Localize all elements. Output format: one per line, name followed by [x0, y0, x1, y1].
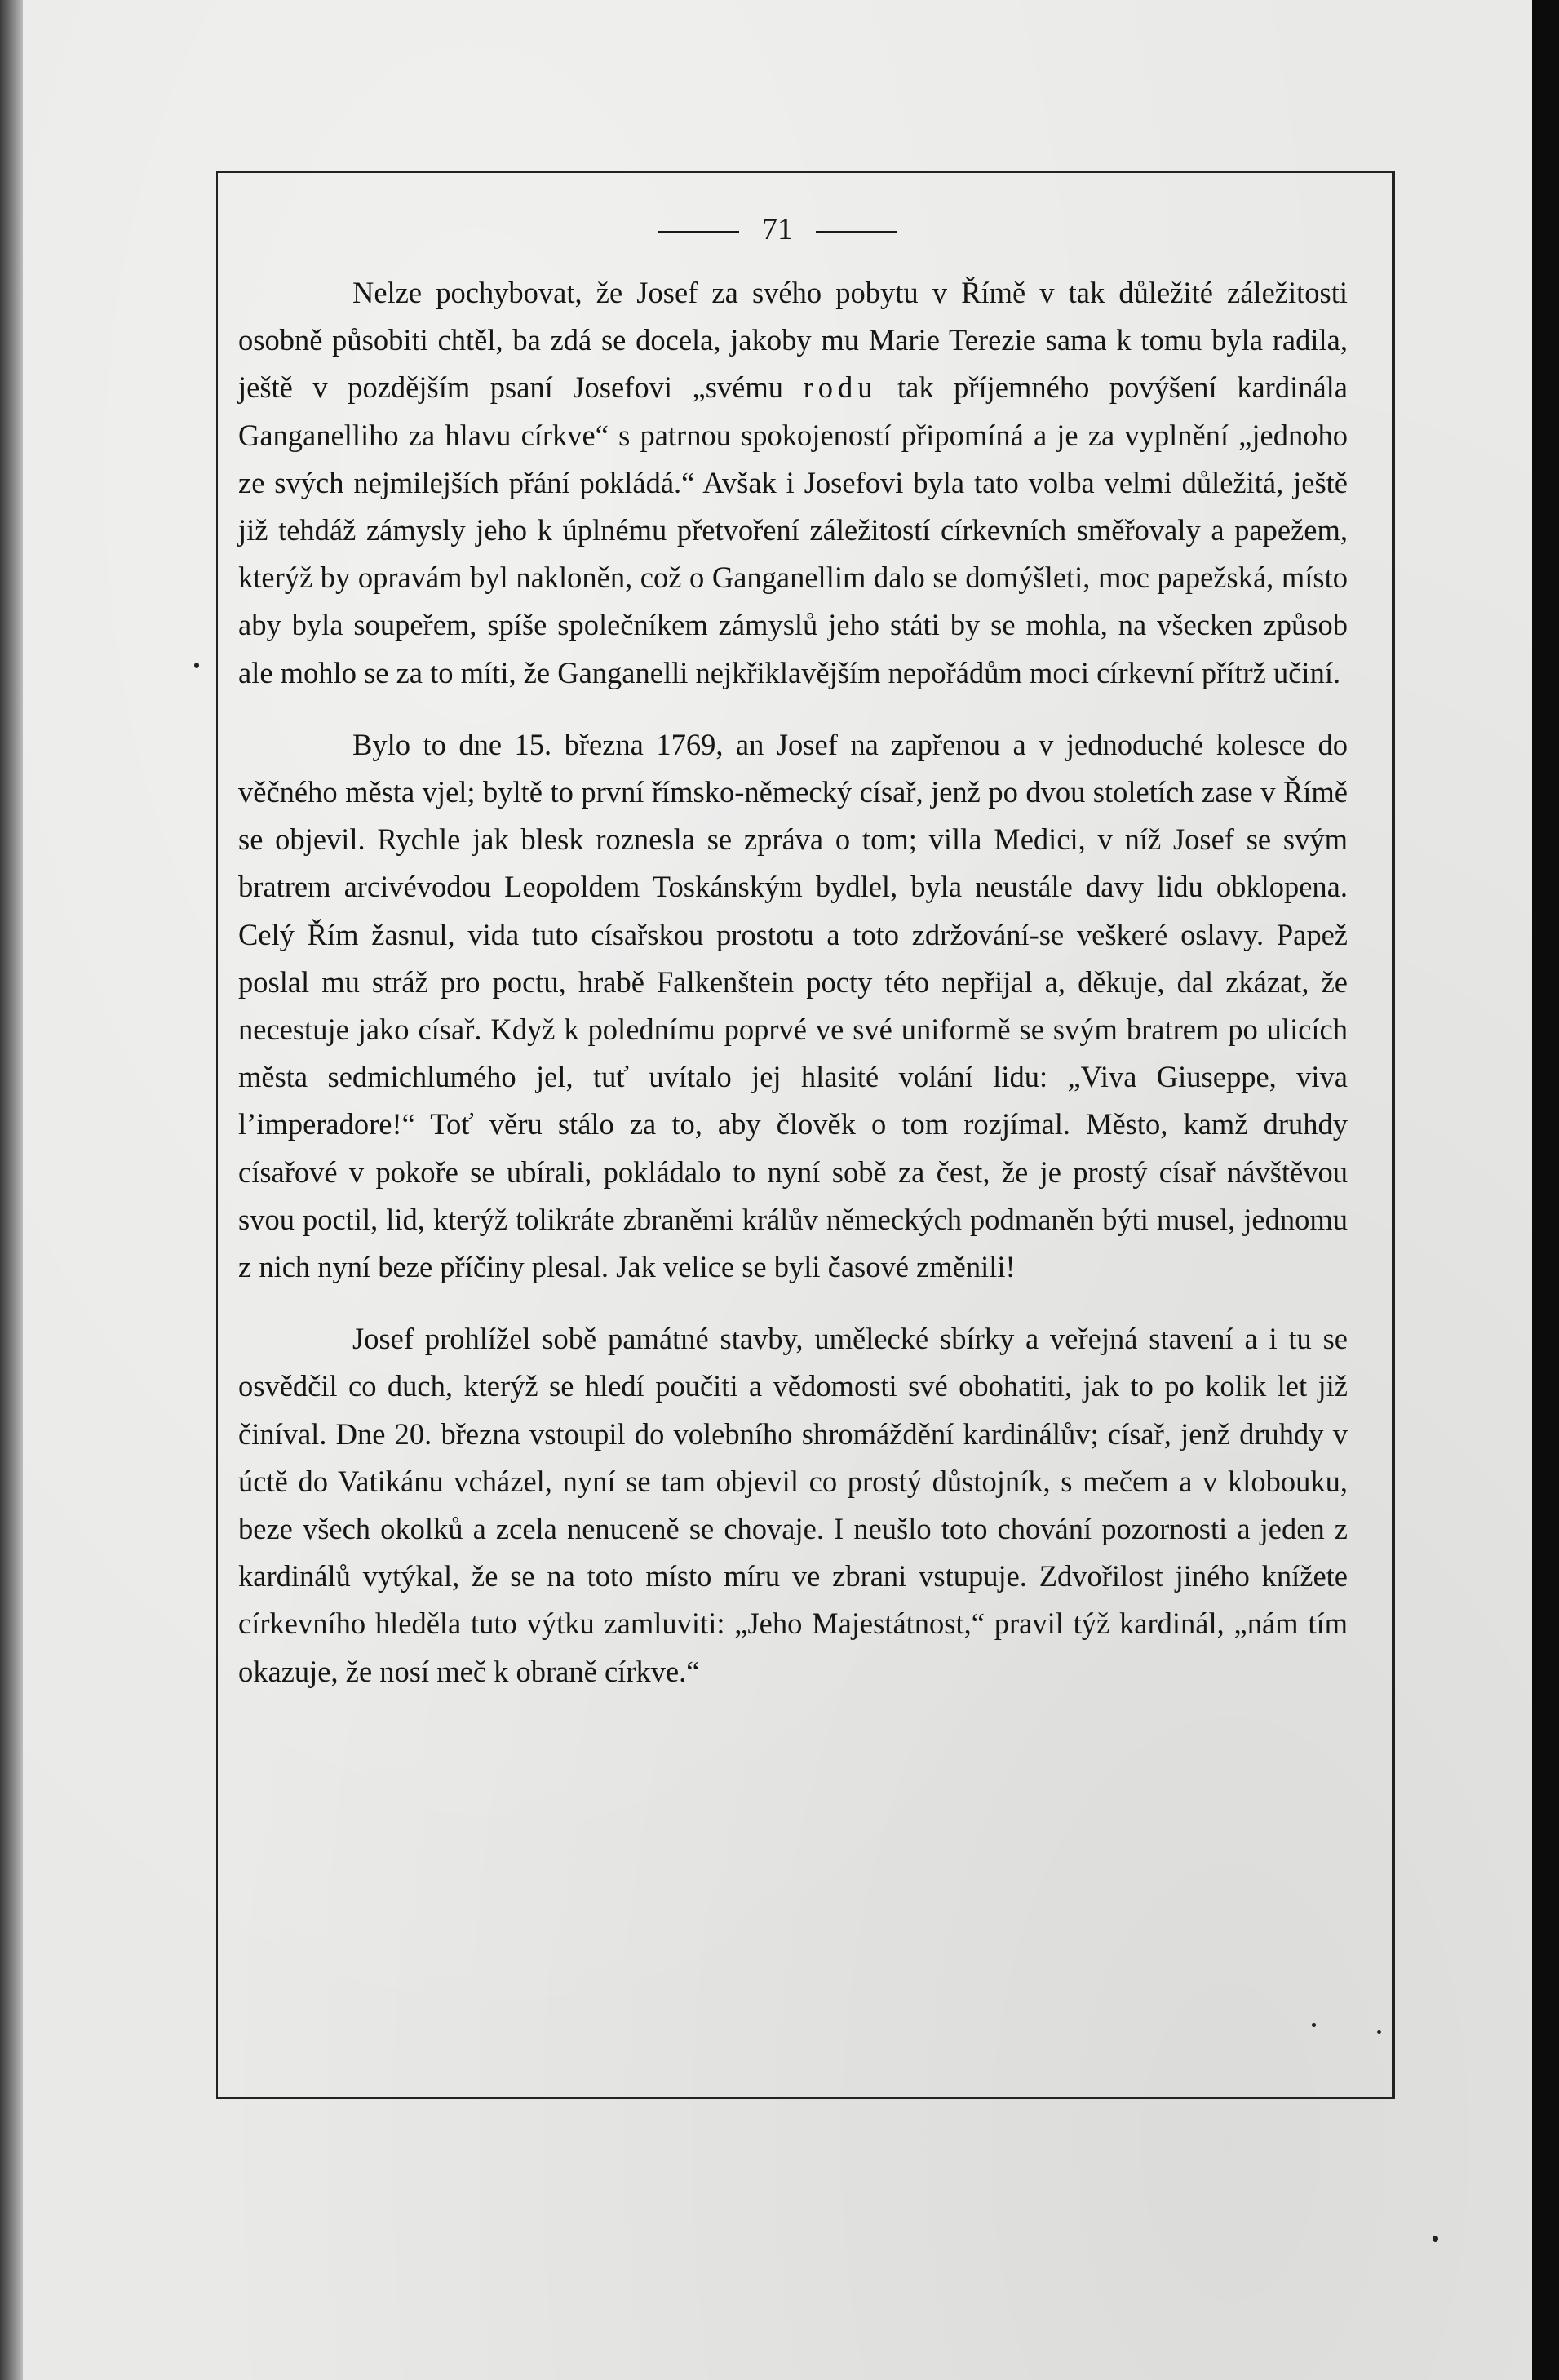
paragraph-2: Bylo to dne 15. března 1769, an Josef na zapřenou a v jednoduché kolesce do věčného města vjel; byltě to první římsko-německý císař, jenž po dvou stoletích zase v Římě se objevil. Rychle jak blesk roznesla se zpráva o tom; villa Medici, v níž Josef se svým bratrem arcivévodou Leopoldem Toskánským bydlel, byla neustále davy lidu obklopena. Celý Řím žasnul, vida tuto císařskou prostotu a toto zdržování-se veškeré oslavy. Papež poslal mu stráž pro poctu, hrabě Falkenštein pocty této nepřijal a, děkuje, dal zkázat, že necestuje jako císař. Když k polednímu poprvé ve své uniformě se svým bratrem po ulicích města sedmichlumého jel, tuť uvítalo jej hlasité volání lidu: „Viva Giuseppe, viva l’imperadore!“ Toť věru stálo za to, aby člověk o tom rozjímal. Město, kamž druhdy císařové v pokoře se ubírali, pokládalo to nyní sobě za čest, že je prostý císař návštěvou svou poctil, lid, kterýž tolikráte zbraněmi králův německých podmaněn býti musel, jednomu z nich nyní beze příčiny plesal. Jak velice se byli časové změnili!	[238, 727, 1348, 1284]
print-speck	[1312, 2023, 1316, 2027]
book-page	[23, 0, 1532, 2380]
binding-edge	[0, 0, 23, 2380]
print-speck	[1433, 2236, 1438, 2242]
paragraph-1	[238, 269, 1348, 697]
left-rule	[658, 231, 739, 233]
right-rule	[816, 231, 897, 233]
paragraph-1-part-1: Nelze pochybovat, že Josef za svého pobytu v Římě v tak důležité záležitosti osobně působiti chtěl, ba zdá se docela, jakoby mu Marie Terezie sama k tomu byla radila, ještě v pozdějším psaní Josefovi „svému	[238, 276, 1348, 405]
print-speck	[1377, 2030, 1381, 2034]
page-number: 71	[762, 212, 793, 246]
page-number-line	[23, 214, 1532, 245]
paragraph-1-part-2: tak příjemného povýšení kardinála Ganganelliho za hlavu církve“ s patrnou spokojeností připomíná a je za vyplnění „jednoho ze svých nejmilejších přání pokládá.“ Avšak i Josefovi byla tato volba velmi důležitá, ještě již tehdáž zámysly jeho k úplnému přetvoření záležitostí církevních směřovaly a papežem, kterýž by opravám byl nakloněn, což o Ganganellim dalo se domýšleti, moc papežská, místo aby byla soupeřem, spíše společníkem zámyslů jeho státi by se mohla, na všecken způsob ale mohlo se za to míti, že Ganganelli nejkřiklavějším nepořádům moci církevní přítrž učiní.	[238, 370, 1348, 689]
paragraph-3: Josef prohlížel sobě památné stavby, umělecké sbírky a veřejná stavení a i tu se osvědčil co duch, kterýž se hledí poučiti a vědomosti své obohatiti, jak to po kolik let již činíval. Dne 20. března vstoupil do volebního shromáždění kardinálův; císař, jenž druhdy v úctě do Vatikánu vcházel, nyní se tam objevil co prostý důstojník, s mečem a v klobouku, beze všech okolků a zcela nenuceně se chovaje. I neušlo toto chování pozornosti a jeden z kardinálů vytýkal, že se na toto místo míru ve zbrani vstupuje. Zdvořilost jiného knížete církevního hleděla tuto výtku zamluviti: „Jeho Majestátnost,“ pravil týž kardinál, „nám tím okazuje, že nosí meč k obraně církve.“	[238, 1322, 1348, 1688]
body-text	[238, 269, 1348, 1695]
paragraph-1-emphasis: rodu	[803, 370, 878, 405]
print-speck	[194, 663, 199, 668]
